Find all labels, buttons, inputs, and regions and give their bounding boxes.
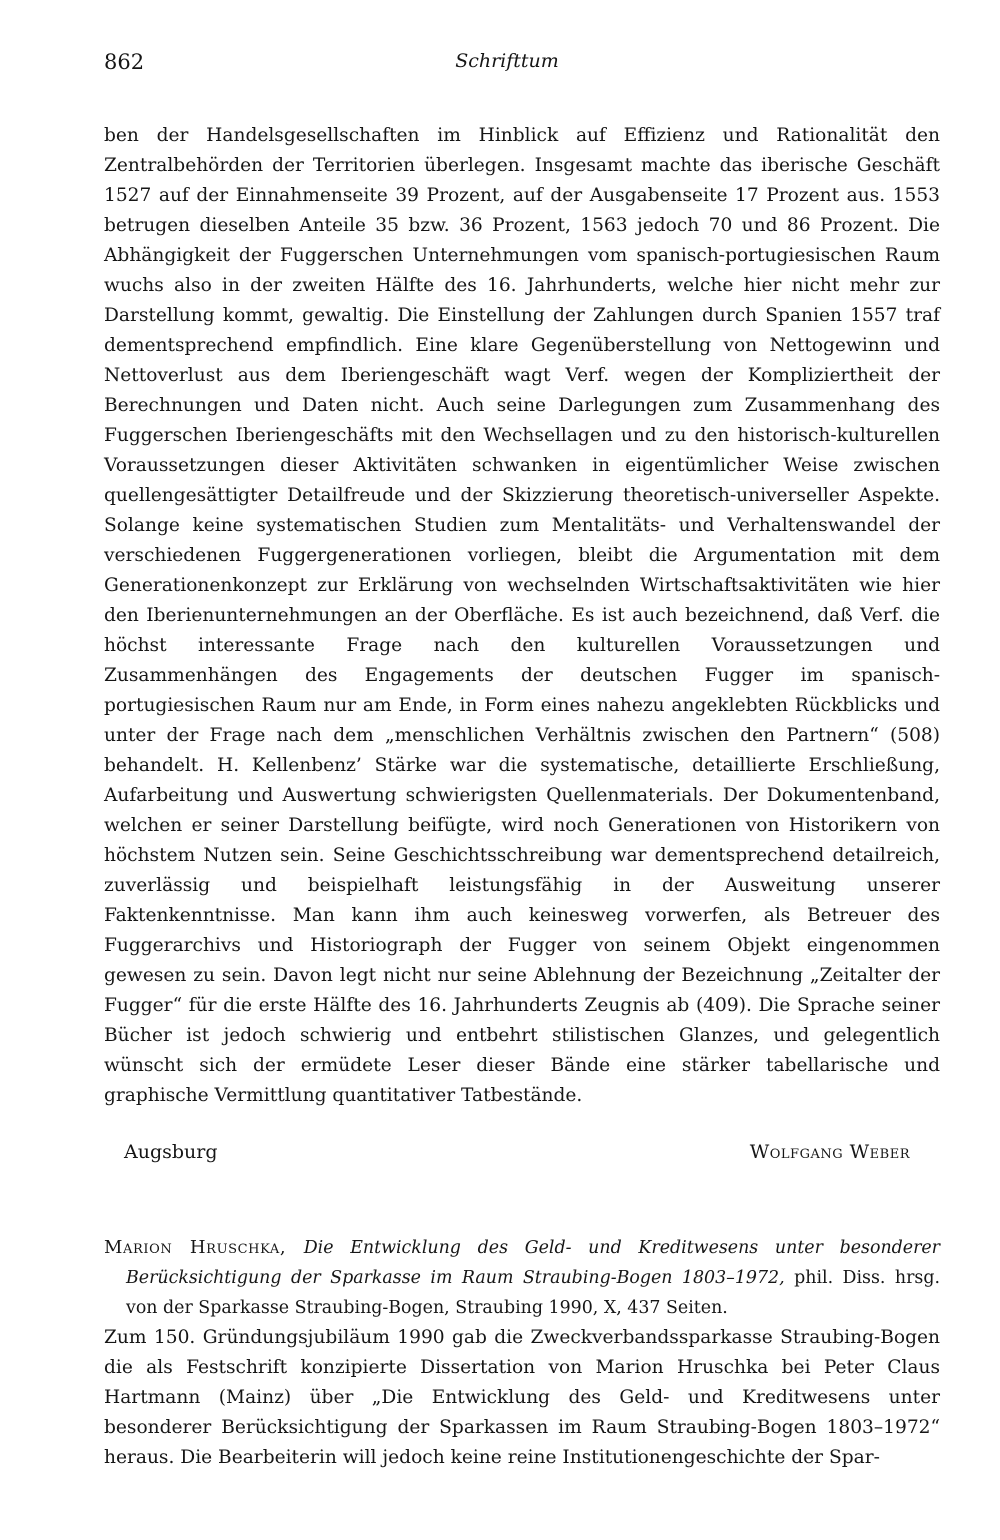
page-header bbox=[104, 50, 910, 80]
review-paragraph: ben der Handelsgesellschaften im Hinblick auf Effizienz und Rationalität den Zentralbehörden der Territorien überlegen. Insgesamt machte das iberische Geschäft 1527 auf der Einnahmenseite 39 Prozent, auf der Ausgabenseite 17 Prozent aus. 1553 betrugen dieselben Anteile 35 bzw. 36 Prozent, 1563 jedoch 70 und 86 Prozent. Die Abhängigkeit der Fuggerschen Unternehmungen vom spanisch-portugiesischen Raum wuchs also in der zweiten Hälfte des 16. Jahrhunderts, welche hier nicht mehr zur Darstellung kommt, gewaltig. Die Einstellung der Zahlungen durch Spanien 1557 traf dementsprechend empfindlich. Eine klare Gegenüberstellung von Nettogewinn und Nettoverlust aus dem Iberiengeschäft wagt Verf. wegen der Kompliziertheit der Berechnungen und Daten nicht. Auch seine Darlegungen zum Zusammenhang des Fuggerschen Iberiengeschäfts mit den Wechsellagen und zu den historisch-kulturellen Voraussetzungen dieser Aktivitäten schwanken in eigentümlicher Weise zwischen quellengesättigter Detailfreude und der Skizzierung theoretisch-universeller Aspekte. Solange keine systematischen Studien zum Mentalitäts- und Verhaltenswandel der verschiedenen Fuggergenerationen vorliegen, bleibt die Argumentation mit dem Generationenkonzept zur Erklärung von wechselnden Wirtschaftsaktivitäten wie hier den Iberienunternehmungen an der Oberfläche. Es ist auch bezeichnend, daß Verf. die höchst interessante Frage nach den kulturellen Voraussetzungen und Zusammenhängen des Engagements der deutschen Fugger im spanisch-portugiesischen Raum nur am Ende, in Form eines nahezu angeklebten Rückblicks und unter der Frage nach dem „menschlichen Verhältnis zwischen den Partnern“ (508) behandelt. H. Kellenbenz’ Stärke war die systematische, detaillierte Erschließung, Aufarbeitung und Auswertung schwierigsten Quellenmaterials. Der Dokumentenband, welchen er seiner Darstellung beifügte, wird noch Generationen von Historikern von höchstem Nutzen sein. Seine Geschichtsschreibung war dementsprechend detailreich, zuverlässig und beispielhaft leistungsfähig in der Ausweitung unserer Faktenkenntnisse. Man kann ihm auch keinesweg vorwerfen, als Betreuer des Fuggerarchivs und Historiograph der Fugger von seinem Objekt eingenommen gewesen zu sein. Davon legt nicht nur seine Ablehnung der Bezeichnung „Zeitalter der Fugger“ für die erste Hälfte des 16. Jahrhunderts Zeugnis ab (409). Die Sprache seiner Bücher ist jedoch schwierig und entbehrt stilistischen Glanzes, und gelegentlich wünscht sich der ermüdete Leser dieser Bände eine stärker tabellarische und graphische Vermittlung quantitativer Tatbestände. bbox=[104, 125, 940, 1106]
review-body bbox=[104, 121, 940, 1111]
bibliography-entry bbox=[104, 1233, 940, 1323]
review-signature bbox=[124, 1141, 910, 1173]
signature-author: Wolfgang Weber bbox=[749, 1141, 910, 1163]
bib-author: Marion Hruschka, bbox=[104, 1237, 304, 1258]
bib-details: phil. Diss. hrsg. von der Sparkasse Straubing-Bogen, Straubing 1990, X, 437 Seiten. bbox=[126, 1268, 940, 1318]
page-number: 862 bbox=[104, 50, 145, 74]
running-head: Schrifttum bbox=[455, 50, 559, 72]
signature-place: Augsburg bbox=[124, 1141, 218, 1163]
next-review-body bbox=[104, 1323, 940, 1473]
next-review-paragraph: Zum 150. Gründungsjubiläum 1990 gab die Zweckverbandssparkasse Straubing-Bogen die als Festschrift konzipierte Dissertation von Marion Hruschka bei Peter Claus Hartmann (Mainz) über „Die Entwicklung des Geld- und Kreditwesens unter besonderer Berücksichtigung der Sparkassen im Raum Straubing-Bogen 1803–1972“ heraus. Die Bearbeiterin will jedoch keine reine Institutionengeschichte der Spar- bbox=[104, 1327, 940, 1468]
bib-title: Die Entwicklung des Geld- und Kreditwesens unter besonderer Berücksichtigung der Sparkasse im Raum Straubing-Bogen 1803–1972, bbox=[126, 1238, 940, 1288]
